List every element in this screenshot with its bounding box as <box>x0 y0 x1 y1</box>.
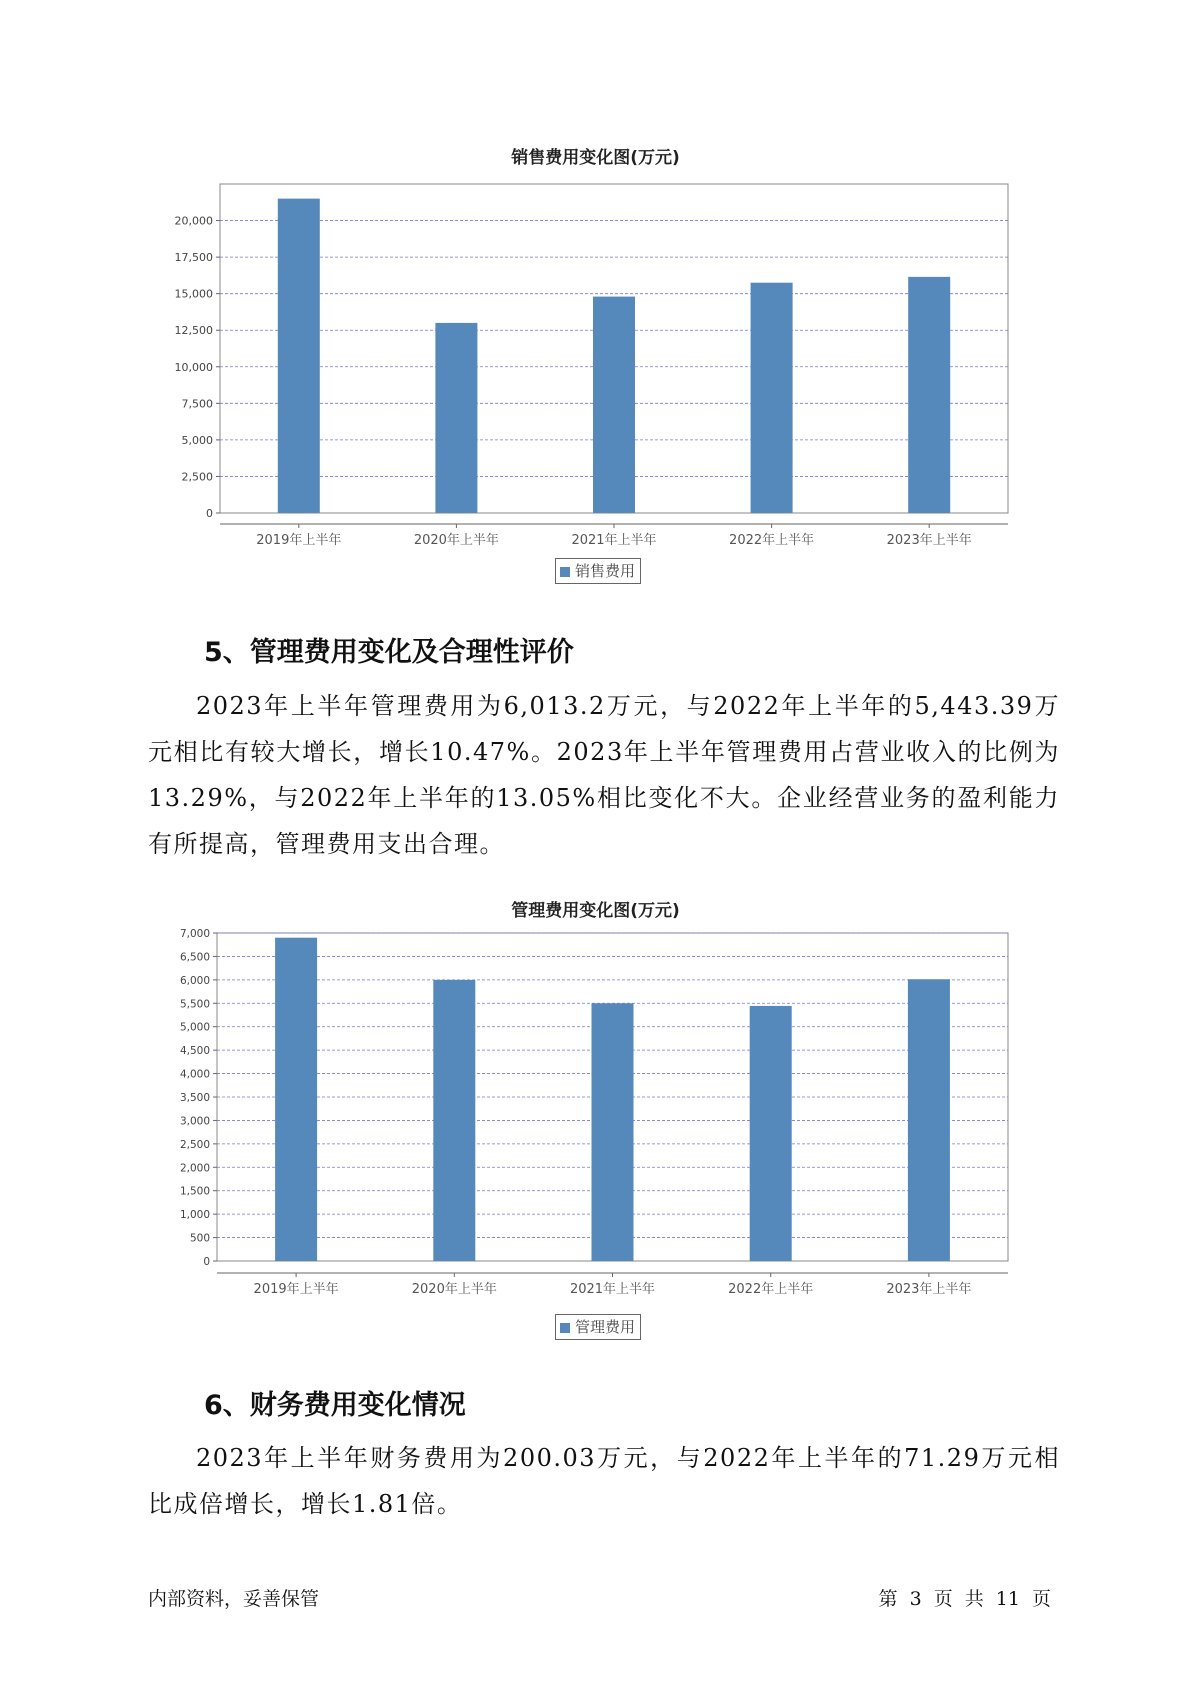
sales-y-tick-label: 5,000 <box>181 433 213 447</box>
admin-y-tick-label: 3,000 <box>179 1115 210 1128</box>
sales-chart-title: 销售费用变化图(万元) <box>511 148 680 168</box>
legend-swatch <box>560 1323 570 1333</box>
admin-y-tick-label: 7,000 <box>179 928 210 940</box>
admin-y-tick-label: 3,500 <box>179 1092 210 1104</box>
footer-page-number: 第 3 页 共 11 页 <box>878 1588 1051 1610</box>
admin-y-tick-label: 6,500 <box>179 951 210 964</box>
admin-bar <box>750 1006 792 1261</box>
sales-x-tick-label: 2020年上半年 <box>413 533 499 548</box>
admin-bar <box>433 980 475 1261</box>
admin-x-tick-label: 2023年上半年 <box>886 1282 972 1297</box>
sales-y-tick-label: 12,500 <box>174 324 213 338</box>
admin-x-tick-label: 2021年上半年 <box>569 1282 656 1297</box>
sales-x-tick-label: 2022年上半年 <box>729 533 815 548</box>
admin-legend-label: 管理费用 <box>575 1318 636 1336</box>
sales-y-tick-label: 10,000 <box>174 360 213 374</box>
footer-confidential-note: 内部资料，妥善保管 <box>148 1588 320 1610</box>
admin-x-tick-label: 2019年上半年 <box>253 1282 339 1297</box>
admin-y-tick-label: 1,500 <box>179 1185 210 1198</box>
admin-y-tick-label: 1,000 <box>179 1209 210 1222</box>
admin-y-tick-label: 6,000 <box>179 974 210 987</box>
admin-bar <box>592 1003 634 1261</box>
admin-chart-legend <box>555 1314 641 1340</box>
section-6-heading: 6、财务费用变化情况 <box>204 1390 466 1421</box>
admin-y-tick-label: 5,000 <box>179 1021 210 1034</box>
sales-y-tick-label: 7,500 <box>181 397 213 411</box>
sales-x-tick-label: 2023年上半年 <box>886 533 972 548</box>
section-5-heading: 5、管理费用变化及合理性评价 <box>204 637 574 668</box>
sales-legend-label: 销售费用 <box>575 562 636 580</box>
sales-y-tick-label: 20,000 <box>174 214 213 228</box>
sales-y-tick-label: 15,000 <box>174 287 213 301</box>
admin-x-tick-label: 2020年上半年 <box>411 1282 497 1297</box>
admin-x-tick-label: 2022年上半年 <box>728 1282 814 1297</box>
section-6-paragraph: 2023年上半年财务费用为200.03万元，与2022年上半年的71.29万元相比成倍增长，增长1.81倍。 <box>148 1444 1060 1518</box>
sales-x-tick-label: 2019年上半年 <box>256 533 342 548</box>
admin-y-tick-label: 4,000 <box>179 1068 210 1081</box>
sales-y-tick-label: 0 <box>206 507 213 520</box>
admin-y-tick-label: 2,000 <box>179 1162 210 1175</box>
sales-y-tick-label: 2,500 <box>181 470 213 484</box>
admin-y-tick-label: 5,500 <box>179 998 210 1011</box>
admin-y-tick-label: 500 <box>189 1232 210 1245</box>
admin-y-tick-label: 2,500 <box>179 1138 210 1151</box>
sales-x-tick-label: 2021年上半年 <box>571 533 657 548</box>
section-5-paragraph: 2023年上半年管理费用为6,013.2万元，与2022年上半年的5,443.39万元相比有较大增长，增长10.47%。2023年上半年管理费用占营业收入的比例为13.29%，与2022年上半年的13.05%相比变化不大。企业经营业务的盈利能力有所提高，管理费用支出合理。 <box>148 692 1060 858</box>
admin-chart-title: 管理费用变化图(万元) <box>511 901 680 921</box>
sales-y-tick-label: 17,500 <box>174 251 213 265</box>
admin-bar <box>275 938 317 1261</box>
admin-y-tick-label: 0 <box>203 1256 210 1268</box>
admin-bar <box>908 979 950 1261</box>
admin-y-tick-label: 4,500 <box>179 1045 210 1058</box>
